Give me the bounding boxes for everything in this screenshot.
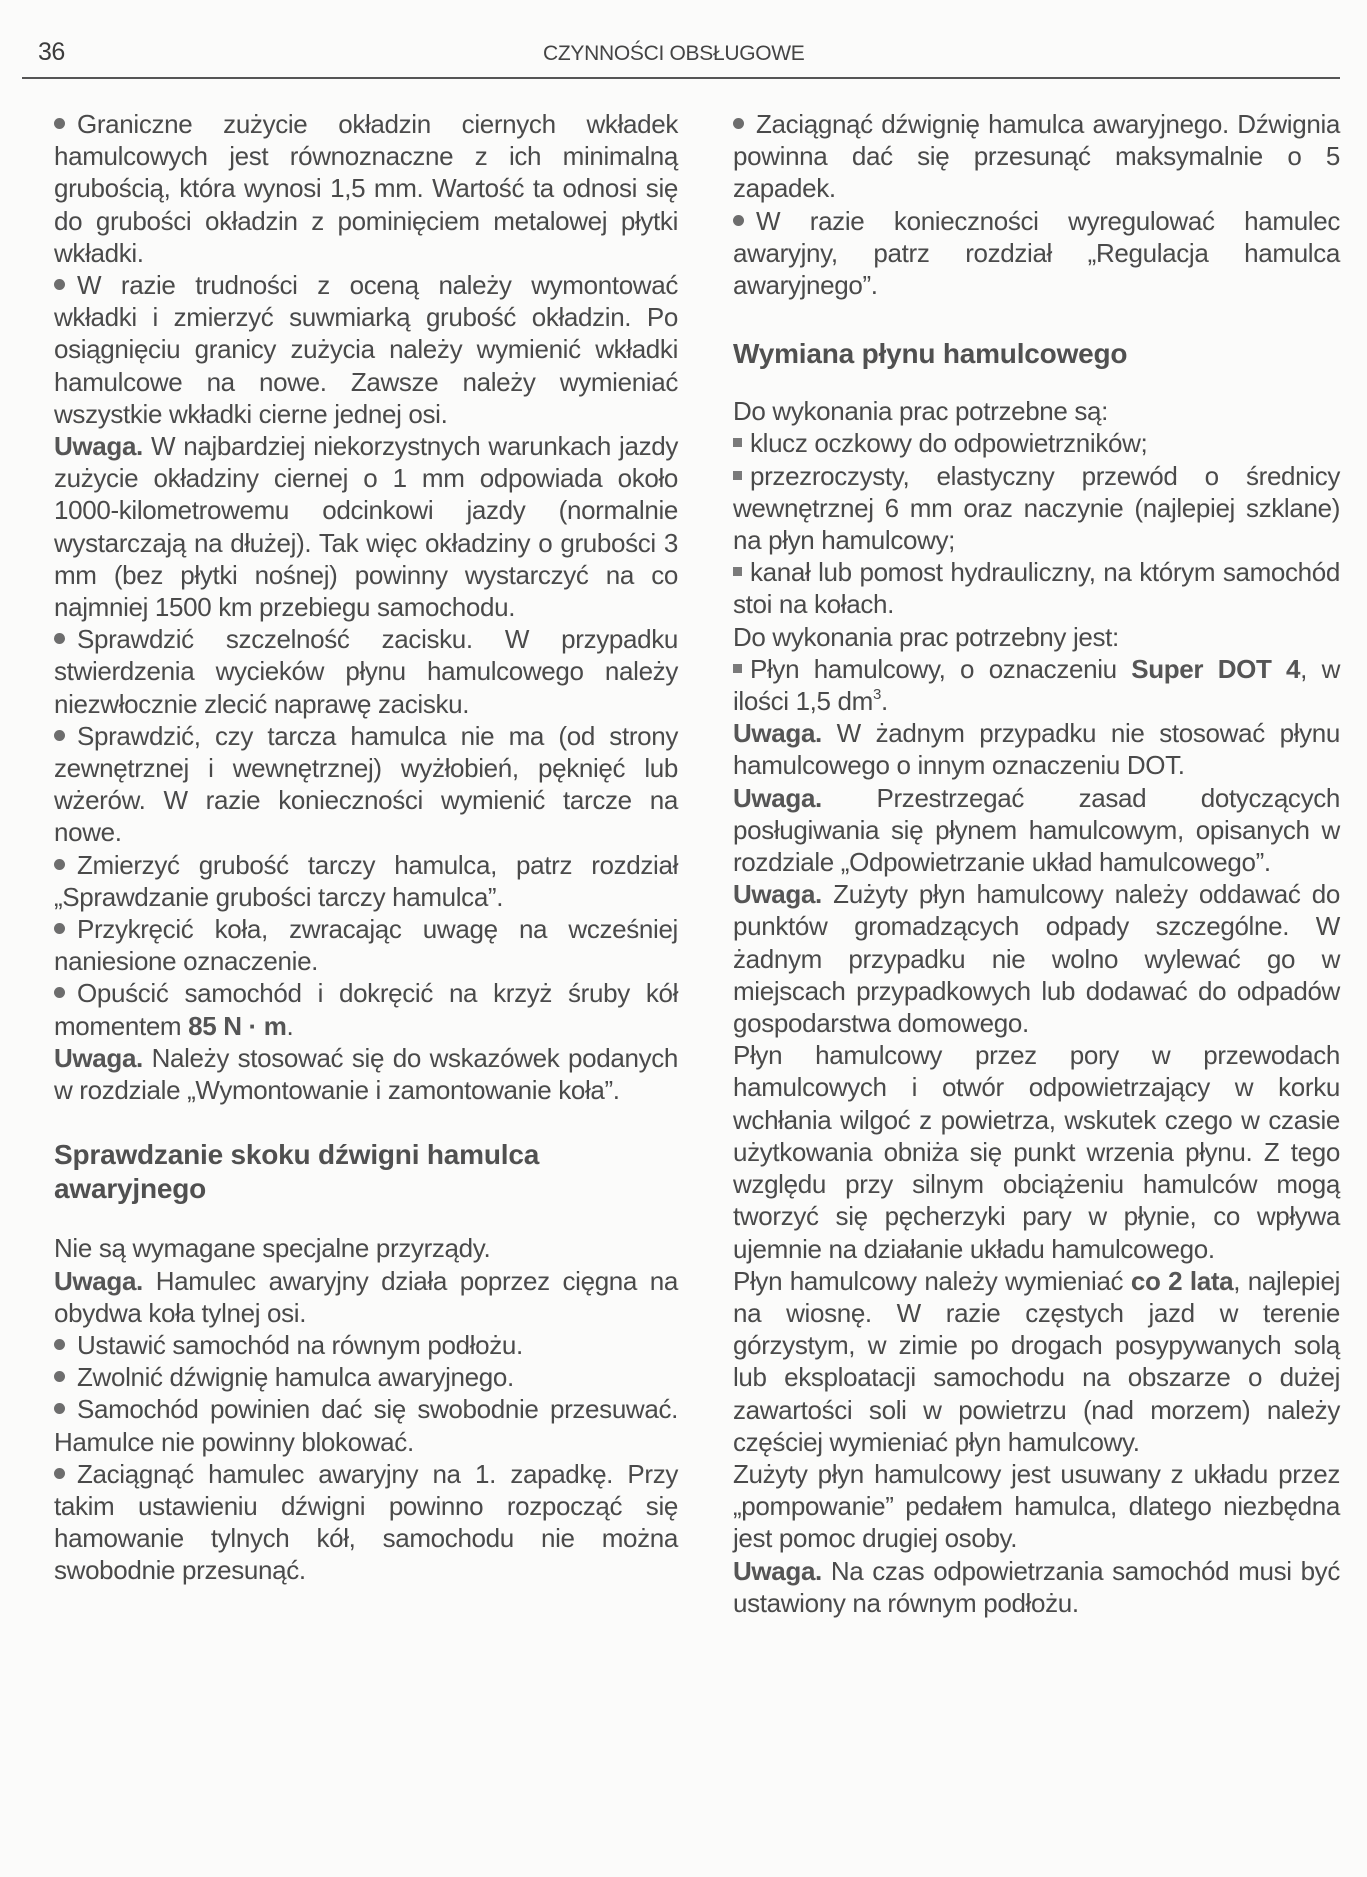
paragraph-text: . <box>286 1010 294 1041</box>
note-label: Uwaga. <box>733 782 822 813</box>
material-list-item <box>733 653 1340 717</box>
paragraph-text: Hamulec awaryjny działa poprzez cięgna na obydwa koła tylnej osi. <box>54 1265 678 1328</box>
page-number: 36 <box>38 38 65 66</box>
paragraph-text: Na czas odpowietrzania samochód musi być ustawiony na równym podłożu. <box>733 1555 1340 1618</box>
square-bullet-icon <box>733 471 742 480</box>
header-divider <box>22 77 1340 79</box>
paragraph-text: Samochód powinien dać się swobodnie przesuwać. Hamulce nie powinny blokować. <box>54 1394 678 1457</box>
bullet-paragraph <box>733 205 1340 302</box>
paragraph-text: Zużyty płyn hamulcowy jest usuwany z układu przez „pompowanie” pedałem hamulca, dlatego niezbędna jest pomoc drugiej osoby. <box>733 1458 1340 1554</box>
bullet-icon <box>54 1403 65 1414</box>
square-bullet-icon <box>733 664 742 673</box>
paragraph-text: Zaciągnąć hamulec awaryjny na 1. zapadkę. Przy takim ustawieniu dźwigni powinno rozpocząć się hamowanie tylnych kół, samochodu nie można swobodnie przesunąć. <box>54 1458 678 1586</box>
paragraph-text: W razie trudności z oceną należy wymontować wkładki i zmierzyć suwmiarką grubość okładzin. Po osiągnięciu granicy zużycia należy wymienić wkładki hamulcowe na nowe. Zawsze należy wymieniać wszystkie wkładki cierne jednej osi. <box>54 270 678 429</box>
bullet-icon <box>54 730 65 741</box>
paragraph <box>733 621 1340 653</box>
superscript: 3 <box>872 686 881 704</box>
paragraph-text: Zużyty płyn hamulcowy należy oddawać do punktów gromadzących odpady szczególne. W żadnym przypadku nie wolno wylewać go w miejscach przypadkowych lub dodawać do odpadów gospodarstwa domowego. <box>733 879 1340 1039</box>
note-paragraph <box>733 782 1340 879</box>
bullet-icon <box>54 633 65 644</box>
paragraph-text: Nie są wymagane specjalne przyrządy. <box>54 1233 491 1264</box>
paragraph-text: W razie konieczności wyregulować hamulec awaryjny, patrz rozdział „Regulacja hamulca awaryjnego”. <box>733 205 1340 301</box>
paragraph-text: Płyn hamulcowy należy wymieniać <box>733 1265 1131 1296</box>
paragraph-text: W żadnym przypadku nie stosować płynu hamulcowego o innym oznaczeniu DOT. <box>733 718 1340 781</box>
note-paragraph <box>54 1265 678 1329</box>
note-label: Uwaga. <box>733 718 822 749</box>
paragraph <box>54 1232 678 1264</box>
tool-list-item <box>733 427 1340 459</box>
paragraph <box>733 1265 1340 1458</box>
paragraph <box>733 395 1340 427</box>
bullet-icon <box>54 859 65 870</box>
note-label: Uwaga. <box>733 1555 822 1586</box>
note-label: Uwaga. <box>54 1265 143 1296</box>
bullet-paragraph <box>54 1393 678 1457</box>
bullet-icon <box>733 215 744 226</box>
paragraph-text: Przykręcić koła, zwracając uwagę na wcześniej naniesione oznaczenie. <box>54 914 678 977</box>
note-paragraph <box>733 878 1340 1039</box>
square-bullet-icon <box>733 438 742 447</box>
list-item-text: kanał lub pomost hydrauliczny, na którym samochód stoi na kołach. <box>733 557 1340 620</box>
bullet-paragraph <box>54 720 678 849</box>
list-item-text: , w ilości 1,5 dm <box>733 653 1340 717</box>
fluid-spec: Super DOT 4 <box>1131 653 1301 684</box>
note-paragraph <box>54 1042 678 1106</box>
page-header <box>38 38 1340 78</box>
bullet-paragraph <box>54 849 678 913</box>
paragraph-text: Opuścić samochód i dokręcić na krzyż śruby kół momentem <box>54 978 678 1041</box>
tool-list-item <box>733 556 1340 620</box>
section-heading-parking-brake: Sprawdzanie skoku dźwigni hamulca awaryjnego <box>54 1139 540 1205</box>
bullet-paragraph <box>54 269 678 430</box>
paragraph-text: W najbardziej niekorzystnych warunkach jazdy zużycie okładziny ciernej o 1 mm odpowiada około 1000-kilometrowemu odcinkowi jazdy (normalnie wystarczają na dłużej). Tak więc okładziny o grubości 3 mm (bez płytki nośnej) powinny wystarczyć na co najmniej 1500 km przebiegu samochodu. <box>54 431 678 623</box>
bullet-paragraph <box>54 1458 678 1587</box>
bullet-paragraph <box>733 108 1340 205</box>
paragraph-text: , najlepiej na wiosnę. W razie częstych jazd w terenie górzystym, w zimie po drogach posypywanych solą lub eksploatacji samochodu na obszarze o dużej zawartości soli w powietrzu (nad morzem) należy częściej wymieniać płyn hamulcowy. <box>733 1265 1340 1457</box>
bullet-icon <box>54 1339 65 1350</box>
left-column <box>54 108 678 1587</box>
interval-value: co 2 lata <box>1130 1265 1234 1296</box>
paragraph-text: Ustawić samochód na równym podłożu. <box>77 1329 523 1360</box>
bullet-paragraph <box>54 108 678 269</box>
running-title: CZYNNOŚCI OBSŁUGOWE <box>543 42 805 65</box>
paragraph-text: Do wykonania prac potrzebny jest: <box>733 621 1119 652</box>
bullet-paragraph <box>54 1329 678 1361</box>
paragraph <box>733 1458 1340 1555</box>
list-item-text: . <box>880 686 888 717</box>
list-item-text: klucz oczkowy do odpowietrzników; <box>750 428 1148 459</box>
paragraph-text: Przestrzegać zasad dotyczących posługiwania się płynem hamulcowym, opisanych w rozdziale „Odpowietrzanie układ hamulcowego”. <box>733 782 1340 878</box>
note-paragraph <box>54 430 678 623</box>
paragraph-text: Sprawdzić szczelność zacisku. W przypadku stwierdzenia wycieków płynu hamulcowego należy niezwłocznie zlecić naprawę zacisku. <box>54 624 678 719</box>
note-paragraph <box>733 1555 1340 1619</box>
section-heading-brake-fluid: Wymiana płynu hamulcowego <box>733 338 1128 370</box>
bullet-icon <box>54 279 65 290</box>
paragraph <box>733 1039 1340 1264</box>
note-label: Uwaga. <box>54 431 143 462</box>
paragraph-text: Zaciągnąć dźwignię hamulca awaryjnego. Dźwignia powinna dać się przesunąć maksymalnie o 5 zapadek. <box>733 109 1340 204</box>
bullet-icon <box>54 118 65 129</box>
paragraph-text: Należy stosować się do wskazówek podanych w rozdziale „Wymontowanie i zamontowanie koła”. <box>54 1042 678 1106</box>
note-paragraph <box>733 717 1340 781</box>
paragraph-text: Do wykonania prac potrzebne są: <box>733 396 1109 427</box>
torque-value: 85 N · m <box>188 1010 287 1041</box>
bullet-paragraph <box>54 977 678 1041</box>
paragraph-text: Płyn hamulcowy przez pory w przewodach hamulcowych i otwór odpowietrzający w korku wchłania wilgoć z powietrza, wskutek czego w czasie użytkowania obniża się punkt wrzenia płynu. Z tego względu przy silnym obciążeniu hamulców mogą tworzyć się pęcherzyki pary w płynie, co wpływa ujemnie na działanie układu hamulcowego. <box>733 1040 1340 1264</box>
bullet-icon <box>54 1468 65 1479</box>
bullet-icon <box>54 1371 65 1382</box>
paragraph-text: Sprawdzić, czy tarcza hamulca nie ma (od strony zewnętrznej i wewnętrznej) wyżłobień, pęknięć lub wżerów. W razie konieczności wymienić tarcze na nowe. <box>54 720 678 848</box>
list-item-text: przezroczysty, elastyczny przewód o średnicy wewnętrznej 6 mm oraz naczynie (najlepiej szklane) na płyn hamulcowy; <box>733 460 1340 556</box>
bullet-icon <box>733 118 744 129</box>
right-column <box>733 108 1340 1619</box>
bullet-paragraph <box>54 623 678 720</box>
note-label: Uwaga. <box>54 1042 143 1073</box>
bullet-icon <box>54 923 65 934</box>
square-bullet-icon <box>733 567 742 576</box>
note-label: Uwaga. <box>733 879 822 910</box>
paragraph-text: Graniczne zużycie okładzin ciernych wkładek hamulcowych jest równoznaczne z ich minimalną grubością, która wynosi 1,5 mm. Wartość ta odnosi się do grubości okładzin z pominięciem metalowej płytki wkładki. <box>54 109 678 268</box>
list-item-text: Płyn hamulcowy, o oznaczeniu <box>750 653 1132 684</box>
bullet-icon <box>54 987 65 998</box>
bullet-paragraph <box>54 913 678 977</box>
tool-list-item <box>733 460 1340 557</box>
paragraph-text: Zwolnić dźwignię hamulca awaryjnego. <box>77 1362 514 1393</box>
bullet-paragraph <box>54 1361 678 1393</box>
paragraph-text: Zmierzyć grubość tarczy hamulca, patrz rozdział „Sprawdzanie grubości tarczy hamulca”. <box>54 849 678 912</box>
